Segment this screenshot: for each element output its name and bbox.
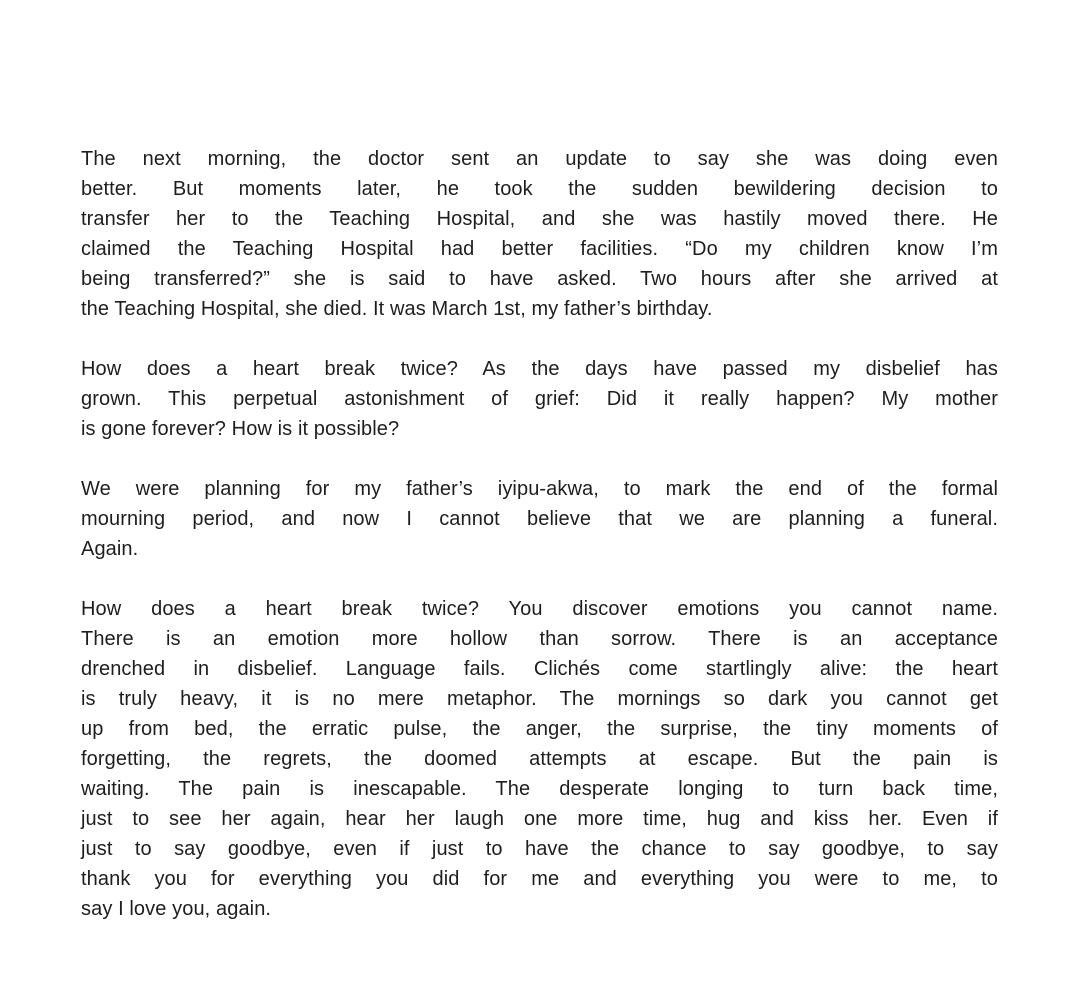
text-line: drenched in disbelief. Language fails. Clichés come startlingly alive: the heart xyxy=(81,658,998,680)
text-line: claimed the Teaching Hospital had better facilities. “Do my children know I’m xyxy=(81,238,998,260)
text-line: waiting. The pain is inescapable. The desperate longing to turn back time, xyxy=(81,778,998,800)
text-line: The next morning, the doctor sent an update to say she was doing even xyxy=(81,148,998,170)
text-line: How does a heart break twice? As the days have passed my disbelief has xyxy=(81,358,998,380)
text-line: How does a heart break twice? You discover emotions you cannot name. xyxy=(81,598,998,620)
paragraph xyxy=(81,594,998,924)
text-line: better. But moments later, he took the sudden bewildering decision to xyxy=(81,178,998,200)
text-line: forgetting, the regrets, the doomed attempts at escape. But the pain is xyxy=(81,748,998,770)
text-line: Again. xyxy=(81,538,139,560)
text-line: mourning period, and now I cannot believe that we are planning a funeral. xyxy=(81,508,998,530)
paragraph xyxy=(81,144,998,324)
text-line: being transferred?” she is said to have asked. Two hours after she arrived at xyxy=(81,268,998,290)
text-line: transfer her to the Teaching Hospital, and she was hastily moved there. He xyxy=(81,208,998,230)
text-line: We were planning for my father’s iyipu-akwa, to mark the end of the formal xyxy=(81,478,998,500)
text-line: is gone forever? How is it possible? xyxy=(81,418,400,440)
text-line: There is an emotion more hollow than sorrow. There is an acceptance xyxy=(81,628,998,650)
text-line: up from bed, the erratic pulse, the anger, the surprise, the tiny moments of xyxy=(81,718,998,740)
text-line: grown. This perpetual astonishment of grief: Did it really happen? My mother xyxy=(81,388,998,410)
paragraph xyxy=(81,354,998,444)
paragraph xyxy=(81,474,998,564)
text-line: say I love you, again. xyxy=(81,898,272,920)
text-line: the Teaching Hospital, she died. It was March 1st, my father’s birthday. xyxy=(81,298,713,320)
text-line: just to see her again, hear her laugh one more time, hug and kiss her. Even if xyxy=(81,808,998,830)
text-line: is truly heavy, it is no mere metaphor. The mornings so dark you cannot get xyxy=(81,688,998,710)
article-body xyxy=(81,144,998,924)
text-line: just to say goodbye, even if just to have the chance to say goodbye, to say xyxy=(81,838,998,860)
text-line: thank you for everything you did for me and everything you were to me, to xyxy=(81,868,998,890)
